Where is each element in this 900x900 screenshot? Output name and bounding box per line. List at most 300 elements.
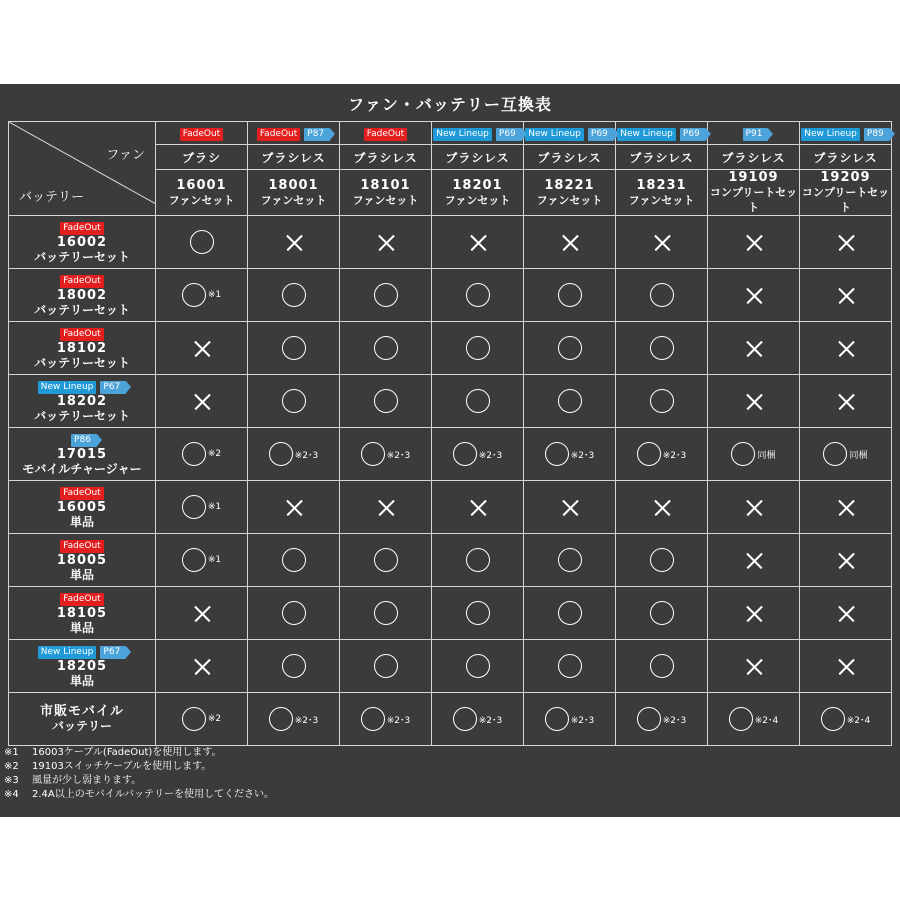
- compat-mark: [282, 548, 306, 572]
- battery-row-header: [9, 481, 156, 534]
- compat-mark: [466, 283, 490, 307]
- table-row: [9, 216, 892, 269]
- compat-note: ※2･3: [662, 715, 687, 726]
- badge-line: [9, 433, 155, 447]
- compat-cell: [156, 587, 248, 640]
- badge-line: [524, 124, 615, 143]
- compatible-circle-icon: [182, 495, 206, 519]
- incompatible-cross-icon: [745, 605, 763, 623]
- compatible-circle-icon: [282, 548, 306, 572]
- compat-cell: [800, 322, 892, 375]
- incompatible-cross-icon: [561, 499, 579, 517]
- incompatible-cross-icon: [653, 499, 671, 517]
- compat-mark: [282, 654, 306, 678]
- compatible-circle-icon: [282, 283, 306, 307]
- compat-cell: [248, 587, 340, 640]
- incompatible-cross-icon: [745, 393, 763, 411]
- compat-note: 同梱: [757, 450, 776, 461]
- compatible-circle-icon: [466, 601, 490, 625]
- compat-mark: [637, 707, 687, 731]
- compat-note: ※2･3: [570, 715, 595, 726]
- compatible-circle-icon: [466, 654, 490, 678]
- incompatible-cross-icon: [377, 499, 395, 517]
- compat-cell: [156, 375, 248, 428]
- fan-model-set: コンプリートセット: [801, 186, 890, 214]
- compat-mark: [837, 285, 855, 305]
- badge-line: [616, 124, 707, 143]
- table-row: [9, 693, 892, 746]
- new-lineup-badge: New Lineup: [38, 646, 97, 659]
- compatible-circle-icon: [558, 283, 582, 307]
- incompatible-cross-icon: [469, 499, 487, 517]
- incompatible-cross-icon: [745, 552, 763, 570]
- compat-cell: [340, 216, 432, 269]
- incompatible-cross-icon: [837, 552, 855, 570]
- compat-cell: [248, 693, 340, 746]
- compat-mark: [282, 283, 306, 307]
- compat-cell: [248, 534, 340, 587]
- compat-note: ※1: [207, 555, 222, 565]
- compat-cell: [156, 534, 248, 587]
- battery-row-header: [9, 640, 156, 693]
- fan-model-number: 19109: [728, 170, 779, 185]
- fadeout-badge: FadeOut: [60, 275, 103, 288]
- compat-mark: [374, 548, 398, 572]
- incompatible-cross-icon: [837, 658, 855, 676]
- compatible-circle-icon: [650, 654, 674, 678]
- compat-mark: [466, 389, 490, 413]
- compat-cell: [524, 693, 616, 746]
- compat-cell: [616, 587, 708, 640]
- badge-line: [9, 274, 155, 288]
- compat-cell: [800, 375, 892, 428]
- compat-cell: [708, 481, 800, 534]
- badge-line: [9, 592, 155, 606]
- incompatible-cross-icon: [745, 499, 763, 517]
- table-row: [9, 375, 892, 428]
- compat-note: ※2･4: [846, 715, 871, 726]
- footnote-text: 16003ケーブル(FadeOut)を使用します。: [32, 747, 222, 758]
- footnote-line: [4, 788, 274, 802]
- compatible-circle-icon: [282, 654, 306, 678]
- compat-mark: [650, 601, 674, 625]
- compat-cell: [340, 428, 432, 481]
- column-fan-model: [432, 170, 524, 216]
- compat-mark: [653, 497, 671, 517]
- compat-mark: [650, 283, 674, 307]
- battery-row-header: [9, 587, 156, 640]
- table-corner: [9, 122, 156, 216]
- compat-mark: [837, 232, 855, 252]
- footnote-line: [4, 760, 274, 774]
- compat-mark: [745, 550, 763, 570]
- column-fan-model: [340, 170, 432, 216]
- footnote-mark: ※4: [4, 789, 19, 800]
- compat-cell: [524, 481, 616, 534]
- compat-mark: [453, 442, 503, 466]
- compat-cell: [340, 693, 432, 746]
- page-ref-badge: P89: [864, 128, 890, 141]
- compat-cell: [156, 640, 248, 693]
- compat-mark: [823, 442, 867, 466]
- incompatible-cross-icon: [745, 340, 763, 358]
- compatible-circle-icon: [558, 654, 582, 678]
- incompatible-cross-icon: [745, 658, 763, 676]
- badge-line: [9, 645, 155, 659]
- compat-cell: [524, 216, 616, 269]
- compat-mark: [377, 232, 395, 252]
- compat-cell: [248, 375, 340, 428]
- compat-mark: [285, 232, 303, 252]
- compat-mark: [561, 232, 579, 252]
- incompatible-cross-icon: [193, 605, 211, 623]
- incompatible-cross-icon: [837, 393, 855, 411]
- new-lineup-badge: New Lineup: [525, 128, 584, 141]
- compat-cell: [340, 534, 432, 587]
- compat-cell: [800, 587, 892, 640]
- page-ref-badge: P67: [100, 646, 126, 659]
- fadeout-badge: FadeOut: [60, 222, 103, 235]
- battery-model-set: 単品: [69, 620, 94, 635]
- compat-cell: [708, 269, 800, 322]
- page-title: ファン・バッテリー互換表: [348, 95, 552, 114]
- column-badge-cell: [340, 122, 432, 145]
- compat-cell: [524, 375, 616, 428]
- compat-mark: [745, 656, 763, 676]
- badge-line: [9, 221, 155, 235]
- footnote-line: [4, 746, 274, 760]
- compat-mark: [190, 230, 214, 254]
- column-fan-type: ブラシレス: [432, 145, 524, 170]
- compatible-circle-icon: [282, 601, 306, 625]
- compat-cell: [432, 640, 524, 693]
- compat-mark: [653, 232, 671, 252]
- compat-mark: [285, 497, 303, 517]
- column-fan-type: ブラシレス: [616, 145, 708, 170]
- compat-cell: [432, 534, 524, 587]
- compat-mark: [837, 338, 855, 358]
- compat-mark: [745, 603, 763, 623]
- compat-mark: [374, 654, 398, 678]
- compatible-circle-icon: [269, 442, 293, 466]
- compat-mark: [558, 283, 582, 307]
- fan-model-set: ファンセット: [628, 193, 695, 207]
- compat-cell: [340, 481, 432, 534]
- compat-cell: [616, 640, 708, 693]
- compat-mark: [745, 497, 763, 517]
- compat-cell: [340, 375, 432, 428]
- compatible-circle-icon: [374, 601, 398, 625]
- compat-mark: [374, 336, 398, 360]
- battery-model-number: 16002: [56, 234, 108, 250]
- column-fan-type: ブラシレス: [524, 145, 616, 170]
- compatible-circle-icon: [650, 548, 674, 572]
- fadeout-badge: FadeOut: [180, 128, 223, 141]
- compat-cell: [156, 481, 248, 534]
- compat-mark: [453, 707, 503, 731]
- table-row: [9, 322, 892, 375]
- compat-cell: [800, 640, 892, 693]
- compat-mark: [558, 654, 582, 678]
- column-badge-cell: [248, 122, 340, 145]
- compatible-circle-icon: [374, 336, 398, 360]
- column-fan-type: ブラシレス: [340, 145, 432, 170]
- page-ref-badge: P69: [680, 128, 706, 141]
- compatible-circle-icon: [282, 389, 306, 413]
- battery-model-set: モバイルチャージャー: [22, 461, 142, 476]
- fan-model-number: 18101: [360, 177, 411, 193]
- compat-cell: [800, 269, 892, 322]
- compat-mark: [377, 497, 395, 517]
- compat-mark: [637, 442, 687, 466]
- badge-line: [9, 539, 155, 553]
- compatible-circle-icon: [558, 336, 582, 360]
- compatible-circle-icon: [182, 548, 206, 572]
- compat-cell: [248, 481, 340, 534]
- compat-mark: [821, 707, 871, 731]
- compatible-circle-icon: [545, 707, 569, 731]
- compat-mark: [837, 603, 855, 623]
- compatible-circle-icon: [374, 654, 398, 678]
- compatible-circle-icon: [637, 707, 661, 731]
- incompatible-cross-icon: [837, 234, 855, 252]
- badge-line: [9, 327, 155, 341]
- compat-mark: [182, 495, 221, 519]
- compat-cell: [616, 481, 708, 534]
- footnote-mark: ※2: [4, 761, 19, 772]
- compat-note: ※1: [207, 502, 222, 512]
- new-lineup-badge: New Lineup: [433, 128, 492, 141]
- table-row: [9, 269, 892, 322]
- compat-cell: [524, 428, 616, 481]
- battery-row-header: [9, 693, 156, 746]
- compat-cell: [616, 269, 708, 322]
- compat-mark: [182, 442, 221, 466]
- compatible-circle-icon: [282, 336, 306, 360]
- battery-row-header: [9, 375, 156, 428]
- column-fan-type: ブラシレス: [248, 145, 340, 170]
- compat-mark: [269, 442, 319, 466]
- compat-mark: [374, 389, 398, 413]
- compat-mark: [650, 389, 674, 413]
- compat-mark: [558, 336, 582, 360]
- battery-model-number: 18102: [56, 340, 108, 356]
- compat-cell: [432, 693, 524, 746]
- battery-row-header: [9, 428, 156, 481]
- compatible-circle-icon: [182, 442, 206, 466]
- fan-model-number: 18201: [452, 177, 503, 193]
- battery-model-number: 18005: [56, 552, 108, 568]
- compatible-circle-icon: [821, 707, 845, 731]
- compat-cell: [524, 640, 616, 693]
- compat-mark: [466, 654, 490, 678]
- compat-mark: [545, 707, 595, 731]
- compat-mark: [837, 497, 855, 517]
- battery-model-number: 16005: [56, 499, 108, 515]
- compat-cell: [708, 216, 800, 269]
- compat-mark: [193, 338, 211, 358]
- compatible-circle-icon: [182, 283, 206, 307]
- compatible-circle-icon: [558, 548, 582, 572]
- battery-model-number: 18202: [56, 393, 108, 409]
- compat-cell: [248, 216, 340, 269]
- compat-cell: [340, 322, 432, 375]
- compat-cell: [708, 534, 800, 587]
- compat-cell: [800, 693, 892, 746]
- compat-cell: [432, 322, 524, 375]
- fan-model-set: コンプリートセット: [709, 186, 798, 214]
- new-lineup-badge: New Lineup: [617, 128, 676, 141]
- table-row: [9, 481, 892, 534]
- footnotes: [4, 746, 274, 802]
- battery-model-set: バッテリーセット: [34, 408, 130, 423]
- compat-mark: [182, 548, 221, 572]
- column-badge-cell: [156, 122, 248, 145]
- compat-mark: [466, 336, 490, 360]
- compat-mark: [837, 391, 855, 411]
- compat-mark: [361, 442, 411, 466]
- column-badge-cell: [616, 122, 708, 145]
- compatible-circle-icon: [453, 707, 477, 731]
- compat-cell: [524, 269, 616, 322]
- fan-model-number: 19209: [820, 170, 871, 185]
- compat-mark: [745, 391, 763, 411]
- compat-note: ※2: [207, 714, 222, 724]
- table-row: [9, 587, 892, 640]
- compat-cell: [432, 428, 524, 481]
- fadeout-badge: FadeOut: [60, 540, 103, 553]
- compat-mark: [374, 283, 398, 307]
- incompatible-cross-icon: [193, 658, 211, 676]
- badge-line: [248, 124, 339, 143]
- compatible-circle-icon: [729, 707, 753, 731]
- compatible-circle-icon: [650, 601, 674, 625]
- new-lineup-badge: New Lineup: [801, 128, 860, 141]
- compatible-circle-icon: [182, 707, 206, 731]
- fan-model-number: 16001: [176, 177, 227, 193]
- compat-mark: [269, 707, 319, 731]
- compat-mark: [466, 548, 490, 572]
- footnote-mark: ※1: [4, 747, 19, 758]
- badge-line: [9, 486, 155, 500]
- badge-line: [9, 380, 155, 394]
- badge-line: [800, 124, 891, 143]
- battery-model-set: バッテリーセット: [34, 249, 130, 264]
- compat-mark: [558, 548, 582, 572]
- table-row: [9, 640, 892, 693]
- fan-model-set: ファンセット: [352, 193, 419, 207]
- compat-cell: [616, 693, 708, 746]
- fan-model-set: ファンセット: [444, 193, 511, 207]
- compat-mark: [182, 707, 221, 731]
- compat-mark: [837, 656, 855, 676]
- footnote-text: 風量が少し弱まります。: [32, 775, 142, 786]
- compat-cell: [800, 481, 892, 534]
- incompatible-cross-icon: [837, 287, 855, 305]
- compat-mark: [558, 389, 582, 413]
- column-fan-type: ブラシレス: [708, 145, 800, 170]
- compat-note: ※2･4: [754, 715, 779, 726]
- compat-cell: [616, 534, 708, 587]
- compat-cell: [340, 640, 432, 693]
- incompatible-cross-icon: [377, 234, 395, 252]
- battery-model-set: 単品: [69, 567, 94, 582]
- column-badge-cell: [708, 122, 800, 145]
- compat-cell: [340, 269, 432, 322]
- compatible-circle-icon: [637, 442, 661, 466]
- incompatible-cross-icon: [653, 234, 671, 252]
- compat-cell: [432, 375, 524, 428]
- compat-note: 同梱: [849, 450, 868, 461]
- badge-line: [432, 124, 523, 143]
- footnote-text: 2.4A以上のモバイルバッテリーを使用してください。: [32, 789, 275, 800]
- compat-mark: [466, 601, 490, 625]
- compat-mark: [374, 601, 398, 625]
- compat-cell: [616, 216, 708, 269]
- battery-model-set: バッテリーセット: [34, 302, 130, 317]
- compat-note: ※2･3: [570, 450, 595, 461]
- table-row: [9, 428, 892, 481]
- compat-note: ※2: [207, 449, 222, 459]
- incompatible-cross-icon: [837, 340, 855, 358]
- compat-cell: [248, 428, 340, 481]
- compat-note: ※2･3: [294, 715, 319, 726]
- fadeout-badge: FadeOut: [257, 128, 300, 141]
- compatible-circle-icon: [374, 389, 398, 413]
- compat-mark: [282, 601, 306, 625]
- column-fan-type: ブラシレス: [800, 145, 892, 170]
- compat-mark: [182, 283, 221, 307]
- compat-cell: [616, 375, 708, 428]
- column-fan-model: [708, 170, 800, 216]
- column-badge-cell: [800, 122, 892, 145]
- footnote-line: [4, 774, 274, 788]
- battery-model-number: 18205: [56, 658, 108, 674]
- compatible-circle-icon: [650, 283, 674, 307]
- battery-model-set: バッテリー: [51, 719, 112, 733]
- compat-cell: [156, 322, 248, 375]
- compatible-circle-icon: [558, 389, 582, 413]
- compat-cell: [156, 216, 248, 269]
- fadeout-badge: FadeOut: [60, 328, 103, 341]
- page-ref-badge: P87: [304, 128, 330, 141]
- compat-cell: [432, 587, 524, 640]
- fan-model-set: ファンセット: [168, 193, 235, 207]
- compatible-circle-icon: [558, 601, 582, 625]
- compat-note: ※1: [207, 290, 222, 300]
- compatible-circle-icon: [361, 707, 385, 731]
- compatible-circle-icon: [361, 442, 385, 466]
- compat-note: ※2･3: [478, 715, 503, 726]
- fadeout-badge: FadeOut: [60, 593, 103, 606]
- table-row: [9, 534, 892, 587]
- fadeout-badge: FadeOut: [60, 487, 103, 500]
- battery-model-number: 17015: [56, 446, 108, 462]
- compat-mark: [193, 656, 211, 676]
- compatible-circle-icon: [190, 230, 214, 254]
- compat-note: ※2･3: [386, 450, 411, 461]
- compat-mark: [729, 707, 779, 731]
- compat-cell: [432, 269, 524, 322]
- compat-mark: [282, 389, 306, 413]
- battery-model-set: バッテリーセット: [34, 355, 130, 370]
- compat-note: ※2･3: [294, 450, 319, 461]
- corner-battery-label: バッテリー: [19, 190, 85, 205]
- footnote-mark: ※3: [4, 775, 19, 786]
- column-badge-cell: [524, 122, 616, 145]
- compatible-circle-icon: [466, 548, 490, 572]
- compat-cell: [524, 534, 616, 587]
